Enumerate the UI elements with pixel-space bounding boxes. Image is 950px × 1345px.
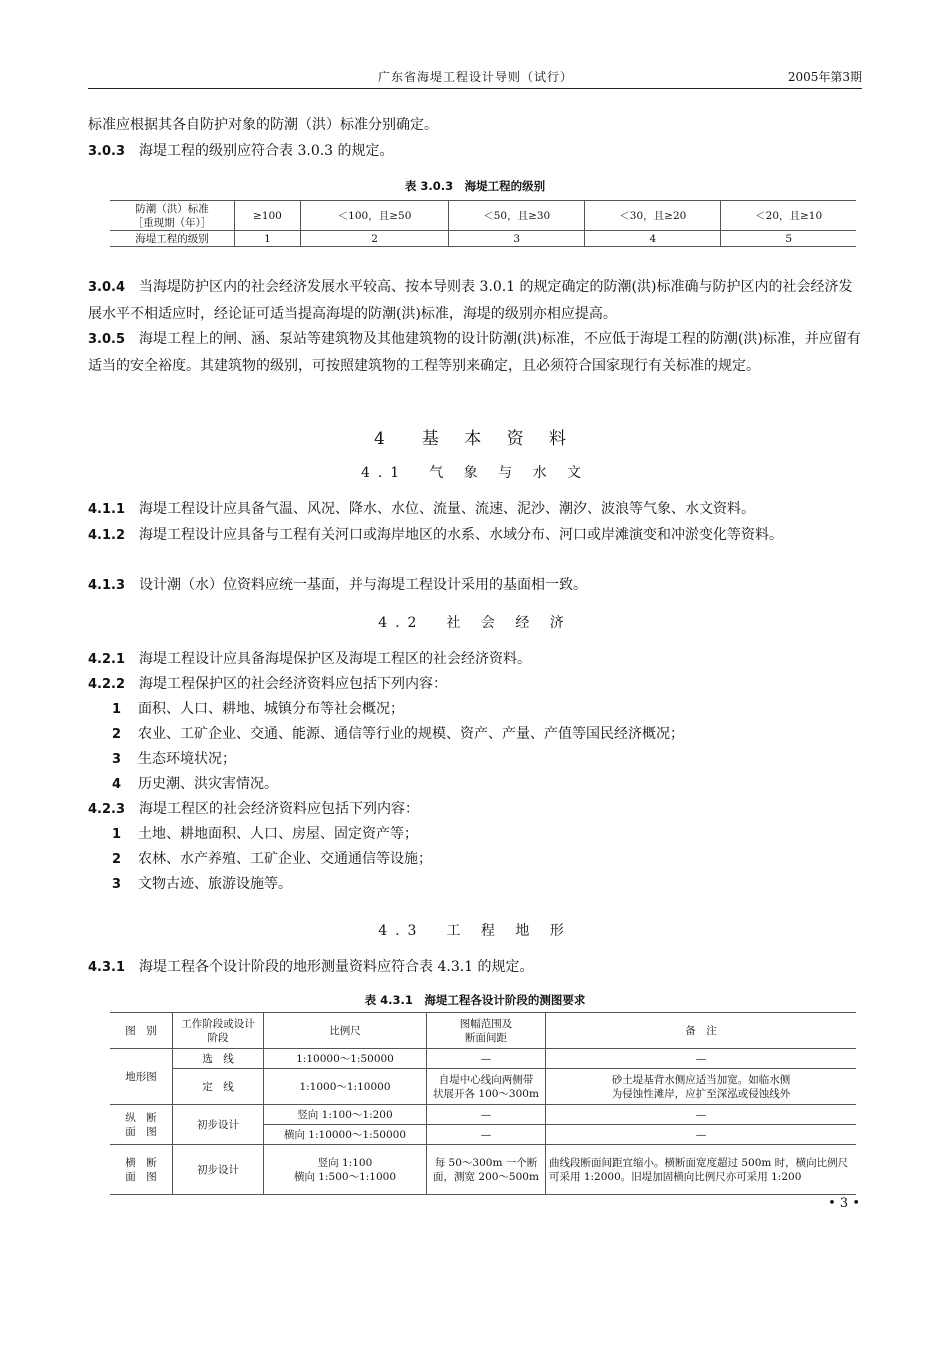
intro-line: 标准应根据其各自防护对象的防潮（洪）标准分别确定。 [88, 117, 438, 133]
section-heading: 4.3 工 程 地 形 [378, 923, 572, 939]
clause-number: 3.0.5 [88, 332, 126, 347]
table2-cell [546, 1069, 857, 1105]
clause-number: 4.2.2 [88, 677, 126, 692]
table1-cell: 5 [721, 231, 856, 247]
header-line: 工作阶段或设计 [181, 1017, 255, 1030]
table1-head-line-a: 防潮（洪）标准 [135, 202, 209, 215]
item-text: 文物古迹、旅游设施等。 [138, 876, 292, 892]
clause-text: 海堤工程设计应具备海堤保护区及海堤工程区的社会经济资料。 [139, 651, 532, 667]
clause-text: 海堤工程的级别应符合表 3.0.3 的规定。 [139, 143, 394, 159]
table1-row-head [110, 201, 235, 231]
item-text: 农林、水产养殖、工矿企业、交通通信等设施； [138, 851, 432, 867]
chapter-heading: 4 基 本 资 料 [373, 429, 577, 449]
table1-cell: 2 [300, 231, 448, 247]
clause-text: 海堤工程设计应具备与工程有关河口或海岸地区的水系、水域分布、河口或岸滩演变和冲淤变化等资料。 [139, 527, 784, 543]
table2-cell [427, 1145, 546, 1195]
list-item [88, 721, 862, 748]
table2-cell: 初步设计 [173, 1105, 264, 1145]
table1-cell: ＜20，且≥10 [721, 201, 856, 231]
table1-head-line-b: ［重现期（年）］ [132, 216, 212, 229]
cell-line: 纵 断 [125, 1111, 157, 1124]
cell-line: 面 图 [125, 1125, 157, 1138]
clause-number: 3.0.3 [88, 144, 126, 159]
header-line: 图幅范围及 [459, 1017, 513, 1030]
clause-number: 4.1.1 [88, 502, 126, 517]
clause-number: 3.0.4 [88, 280, 126, 295]
item-number: 3 [112, 752, 122, 767]
section-heading: 4.1 气 象 与 水 文 [360, 465, 590, 481]
item-number: 4 [112, 777, 122, 792]
table2-cell: 1:1000～1:10000 [264, 1069, 427, 1105]
table2-cell: — [427, 1105, 546, 1125]
table2-header: 比例尺 [264, 1013, 427, 1049]
clause-number: 4.3.1 [88, 960, 126, 975]
section-heading: 4.2 社 会 经 济 [378, 615, 572, 631]
item-text: 历史潮、洪灾害情况。 [138, 776, 278, 792]
item-text: 生态环境状况； [138, 751, 236, 767]
journal-title: 广东省海堤工程设计导则（试行） [378, 70, 574, 84]
list-item [88, 846, 862, 873]
table2-header [427, 1013, 546, 1049]
table1-row-head: 海堤工程的级别 [110, 231, 235, 247]
table2-header [173, 1013, 264, 1049]
list-item [88, 696, 862, 723]
table2-type [110, 1145, 173, 1195]
clause-number: 4.2.3 [88, 802, 126, 817]
cell-line: 面，测宽 200～500m [433, 1170, 539, 1183]
table1-cell: 4 [585, 231, 721, 247]
cell-line: 砂土堤基背水侧应适当加宽。如临水侧 [611, 1073, 791, 1086]
clause-4-3-1 [88, 954, 862, 981]
cell-line: 横向 1:500～1:1000 [293, 1170, 397, 1183]
table2-cell: 曲线段断面间距宜缩小。横断面宽度超过 500m 时，横向比例尺可采用 1:2000。旧堤加固横向比例尺亦可采用 1:200 [546, 1145, 857, 1195]
page-header [88, 64, 862, 89]
item-number: 1 [112, 702, 122, 717]
table2-cell: 定 线 [173, 1069, 264, 1105]
table2-cell: — [427, 1049, 546, 1069]
table-levels [110, 200, 856, 247]
table1-cell: ≥100 [235, 201, 301, 231]
clause-4-1-2 [88, 522, 862, 549]
table2-header: 图 别 [110, 1013, 173, 1049]
cell-line: 面 图 [125, 1170, 157, 1183]
item-number: 3 [112, 877, 122, 892]
clause-text: 海堤工程区的社会经济资料应包括下列内容： [139, 801, 420, 817]
table2-cell: 竖向 1:100～1:200 [264, 1105, 427, 1125]
table2-cell: — [427, 1125, 546, 1145]
table1-cell: ＜100，且≥50 [300, 201, 448, 231]
table2-header: 备 注 [546, 1013, 857, 1049]
header-line: 断面间距 [465, 1031, 507, 1044]
clause-4-2-1 [88, 646, 862, 673]
cell-line: 横 断 [125, 1156, 157, 1169]
clause-number: 4.2.1 [88, 652, 126, 667]
cell-line: 状展开各 100～300m [433, 1087, 539, 1100]
table2-cell: 横向 1:10000～1:50000 [264, 1125, 427, 1145]
table2-cell: 选 线 [173, 1049, 264, 1069]
cell-line: 自堤中心线向两侧带 [438, 1073, 534, 1086]
item-text: 土地、耕地面积、人口、房屋、固定资产等； [138, 826, 418, 842]
table1-cell: ＜50，且≥30 [449, 201, 585, 231]
table2-type: 地形图 [110, 1049, 173, 1105]
table2-cell: 初步设计 [173, 1145, 264, 1195]
table2-cell [264, 1145, 427, 1195]
item-number: 2 [112, 852, 122, 867]
clause-3-0-3 [88, 138, 862, 165]
table2-cell: 1:10000～1:50000 [264, 1049, 427, 1069]
clause-text: 海堤工程设计应具备气温、风况、降水、水位、流量、流速、泥沙、潮汐、波浪等气象、水文资料。 [139, 501, 756, 517]
cell-line: 为侵蚀性滩岸，应扩至深泓或侵蚀线外 [611, 1087, 791, 1100]
clause-3-0-5 [88, 326, 862, 379]
cell-line: 每 50～300m 一个断 [434, 1156, 538, 1169]
clause-text: 当海堤防护区内的社会经济发展水平较高、按本导则表 3.0.1 的规定确定的防潮(洪)标准确与防护区内的社会经济发展水平不相适应时，经论证可适当提高海堤的防潮(洪)标准，海堤的级别亦相应提高。 [88, 279, 853, 322]
table2-cell: — [546, 1125, 857, 1145]
table2-cell: — [546, 1049, 857, 1069]
clause-text: 海堤工程上的闸、涵、泵站等建筑物及其他建筑物的设计防潮(洪)标准，不应低于海堤工程的防潮(洪)标准，并应留有适当的安全裕度。其建筑物的级别，可按照建筑物的工程等别来确定，且必须符合国家现行有关标准的规定。 [88, 331, 861, 374]
clause-4-1-3 [88, 572, 862, 599]
list-item [88, 746, 862, 773]
clause-text: 设计潮（水）位资料应统一基面，并与海堤工程设计采用的基面相一致。 [139, 577, 588, 593]
clause-4-2-3 [88, 796, 862, 823]
cell-line: 竖向 1:100 [317, 1156, 373, 1169]
table2-caption: 表 4.3.1 海堤工程各设计阶段的测图要求 [364, 993, 586, 1007]
page-number: • 3 • [828, 1196, 860, 1211]
clause-text: 海堤工程各个设计阶段的地形测量资料应符合表 4.3.1 的规定。 [139, 959, 534, 975]
item-number: 1 [112, 827, 122, 842]
table2-type [110, 1105, 173, 1145]
clause-number: 4.1.2 [88, 528, 126, 543]
clause-4-2-2 [88, 671, 862, 698]
table2-cell [427, 1069, 546, 1105]
table1-cell: 1 [235, 231, 301, 247]
table1-cell: 3 [449, 231, 585, 247]
table1-caption: 表 3.0.3 海堤工程的级别 [404, 179, 546, 193]
item-number: 2 [112, 727, 122, 742]
table2-cell: — [546, 1105, 857, 1125]
clause-number: 4.1.3 [88, 578, 126, 593]
header-line: 阶段 [207, 1031, 229, 1044]
clause-3-0-4 [88, 274, 862, 327]
clause-4-1-1 [88, 496, 862, 523]
list-item [88, 821, 862, 848]
table-survey [110, 1012, 856, 1195]
list-item [88, 771, 862, 798]
issue-label: 2005年第3期 [787, 70, 862, 84]
item-text: 面积、人口、耕地、城镇分布等社会概况； [138, 701, 404, 717]
list-item [88, 871, 862, 898]
item-text: 农业、工矿企业、交通、能源、通信等行业的规模、资产、产量、产值等国民经济概况； [138, 726, 684, 742]
clause-text: 海堤工程保护区的社会经济资料应包括下列内容： [139, 676, 448, 692]
table1-cell: ＜30，且≥20 [585, 201, 721, 231]
